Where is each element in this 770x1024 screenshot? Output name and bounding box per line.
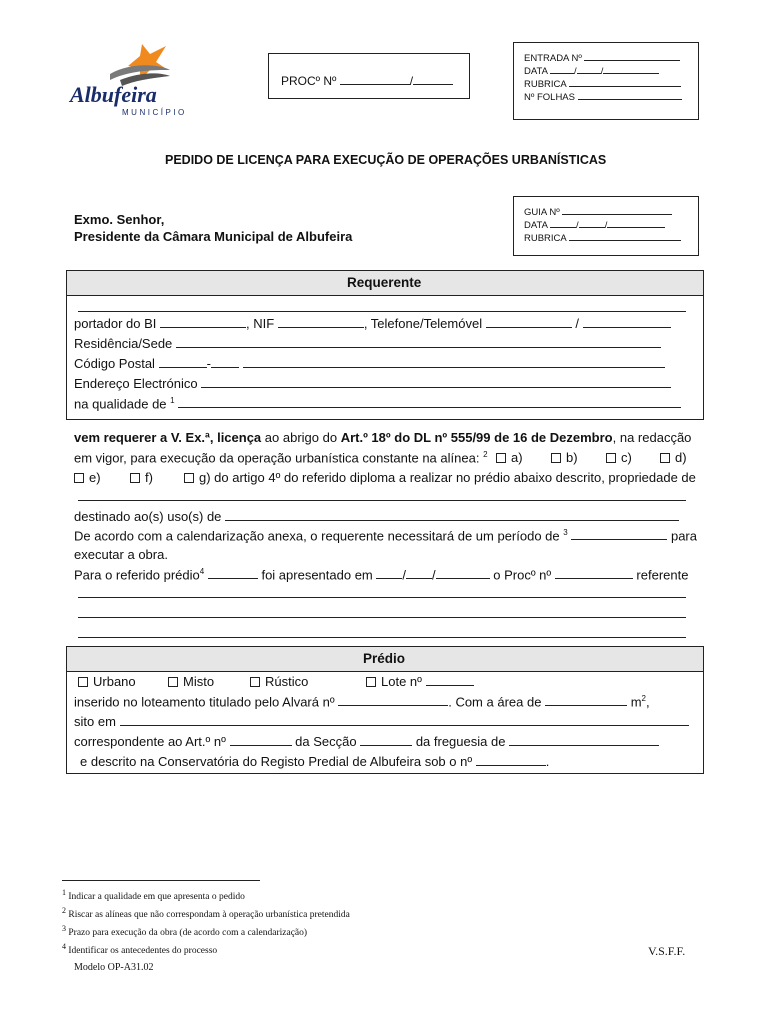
option-e-label: e) bbox=[89, 470, 101, 485]
entrada-rubrica-label: RUBRICA bbox=[524, 79, 567, 90]
freguesia-label: da freguesia de bbox=[415, 734, 506, 749]
lote-checkbox[interactable] bbox=[366, 677, 376, 687]
rustico-option[interactable] bbox=[250, 674, 308, 689]
entrada-rubrica-field[interactable] bbox=[569, 77, 681, 87]
footnote-ref-1: 1 bbox=[170, 396, 175, 405]
guia-box bbox=[513, 196, 699, 256]
para-text: para bbox=[670, 528, 697, 544]
mobile-field[interactable] bbox=[583, 326, 671, 328]
qualidade-field[interactable] bbox=[178, 406, 681, 408]
apresentado-year-field[interactable] bbox=[436, 577, 490, 579]
option-b-label: b) bbox=[566, 450, 578, 465]
tel-field[interactable] bbox=[486, 326, 572, 328]
guia-rubrica-field[interactable] bbox=[569, 231, 681, 241]
proc-text: o Procº nº bbox=[493, 567, 552, 583]
checkbox-a[interactable] bbox=[496, 453, 506, 463]
form-title: PEDIDO DE LICENÇA PARA EXECUÇÃO DE OPERAÇÕES URBANÍSTICAS bbox=[165, 153, 607, 167]
antecedentes-line-1[interactable] bbox=[78, 597, 686, 598]
option-d[interactable] bbox=[660, 450, 687, 465]
footnote-3 bbox=[62, 922, 350, 940]
seccao-field[interactable] bbox=[360, 744, 412, 746]
guia-data-label: DATA bbox=[524, 220, 548, 231]
misto-option[interactable] bbox=[168, 674, 214, 689]
footnote-text: Indicar a qualidade em que apresenta o pedido bbox=[68, 892, 245, 903]
footnote-ref-2: 2 bbox=[483, 450, 488, 459]
footnotes bbox=[62, 886, 350, 959]
area-field[interactable] bbox=[545, 704, 627, 706]
option-f[interactable] bbox=[130, 470, 153, 485]
checkbox-d[interactable] bbox=[660, 453, 670, 463]
option-e[interactable] bbox=[74, 470, 101, 485]
rustico-label: Rústico bbox=[265, 674, 309, 689]
nif-label: , NIF bbox=[246, 316, 275, 331]
footnote-number: 4 bbox=[62, 942, 66, 952]
footnote-text: Riscar as alíneas que não correspondam à operação urbanística pretendida bbox=[68, 910, 350, 921]
guia-month-field[interactable] bbox=[579, 218, 605, 228]
logo-name: Albufeira bbox=[70, 82, 157, 107]
entrada-data-label: DATA bbox=[524, 66, 548, 77]
antecedentes-line-3[interactable] bbox=[78, 637, 686, 638]
option-g[interactable] bbox=[184, 470, 696, 485]
sito-label: sito em bbox=[74, 714, 116, 729]
option-g-label: g) do artigo 4º do referido diploma a realizar no prédio abaixo descrito, propriedade de bbox=[199, 470, 696, 485]
misto-checkbox[interactable] bbox=[168, 677, 178, 687]
proc-year-field[interactable] bbox=[413, 83, 453, 85]
checkbox-f[interactable] bbox=[130, 473, 140, 483]
urbano-label: Urbano bbox=[93, 674, 136, 689]
email-label: Endereço Electrónico bbox=[74, 376, 198, 391]
guia-year-field[interactable] bbox=[607, 218, 665, 228]
bi-label: portador do BI bbox=[74, 316, 157, 331]
municipality-logo bbox=[70, 40, 200, 120]
ao-abrigo-text: ao abrigo do bbox=[261, 430, 341, 445]
artigo-label: correspondente ao Art.º nº bbox=[74, 734, 226, 749]
area-text: . Com a área de bbox=[448, 694, 542, 710]
destinado-label: destinado ao(s) uso(s) de bbox=[74, 509, 222, 524]
footnote-2 bbox=[62, 904, 350, 922]
apresentado-month-field[interactable] bbox=[406, 577, 432, 579]
guia-rubrica-label: RUBRICA bbox=[524, 233, 567, 244]
entrada-year-field[interactable] bbox=[603, 64, 659, 74]
option-f-label: f) bbox=[145, 470, 153, 485]
checkbox-e[interactable] bbox=[74, 473, 84, 483]
entrada-day-field[interactable] bbox=[550, 64, 574, 74]
codigo-postal-field[interactable] bbox=[159, 366, 207, 368]
antecedentes-line-2[interactable] bbox=[78, 617, 686, 618]
option-a-label: a) bbox=[511, 450, 523, 465]
entrada-month-field[interactable] bbox=[577, 64, 601, 74]
option-c[interactable] bbox=[606, 450, 632, 465]
lote-field[interactable] bbox=[426, 684, 474, 686]
footnote-text: Identificar os antecedentes do processo bbox=[68, 946, 218, 957]
option-a[interactable] bbox=[496, 450, 523, 465]
urbano-checkbox[interactable] bbox=[78, 677, 88, 687]
slash: / bbox=[576, 220, 579, 231]
vsff-text: V.S.F.F. bbox=[648, 944, 686, 958]
footnote-number: 3 bbox=[62, 924, 66, 934]
bi-field[interactable] bbox=[160, 326, 246, 328]
footnote-1 bbox=[62, 886, 350, 904]
proc-number-field[interactable] bbox=[340, 83, 410, 85]
conservatoria-field[interactable] bbox=[476, 764, 546, 766]
period: . bbox=[545, 754, 550, 769]
freguesia-field[interactable] bbox=[509, 744, 659, 746]
codigo-postal-suffix-field[interactable] bbox=[211, 366, 239, 368]
referente-text: referente bbox=[636, 567, 689, 583]
option-c-label: c) bbox=[621, 450, 632, 465]
localidade-field[interactable] bbox=[243, 366, 665, 368]
footnote-4 bbox=[62, 940, 350, 958]
footnote-ref-4: 4 bbox=[199, 567, 205, 576]
executar-text: executar a obra. bbox=[74, 547, 168, 562]
calendarizacao-text: De acordo com a calendarização anexa, o requerente necessitará de um período de bbox=[74, 528, 560, 544]
alvara-field[interactable] bbox=[338, 704, 448, 706]
artigo-field[interactable] bbox=[230, 744, 292, 746]
inserido-text: inserido no loteamento titulado pelo Alvará nº bbox=[74, 694, 335, 710]
nif-field[interactable] bbox=[278, 326, 364, 328]
email-field[interactable] bbox=[201, 386, 671, 388]
proc-slash: / bbox=[409, 74, 414, 88]
m2-unit: m bbox=[630, 694, 642, 710]
footnote-ref-3: 3 bbox=[563, 528, 568, 537]
qualidade-label: na qualidade de bbox=[74, 396, 167, 412]
checkbox-g[interactable] bbox=[184, 473, 194, 483]
slash: / bbox=[604, 220, 608, 231]
seccao-label: da Secção bbox=[295, 734, 357, 749]
referido-field[interactable] bbox=[208, 577, 258, 579]
rustico-checkbox[interactable] bbox=[250, 677, 260, 687]
proc-label: PROCº Nº bbox=[281, 74, 337, 88]
date-slash: / bbox=[432, 567, 436, 583]
entrada-box bbox=[513, 42, 699, 120]
tel-label: , Telefone/Telemóvel bbox=[363, 316, 483, 331]
entrada-field[interactable] bbox=[584, 51, 680, 61]
m2-sup: 2 bbox=[641, 694, 646, 703]
foi-apresentado-text: foi apresentado em bbox=[261, 567, 373, 583]
logo-subtitle: MUNICÍPIO bbox=[122, 108, 187, 117]
footnote-divider bbox=[62, 880, 260, 881]
requerente-header: Requerente bbox=[347, 275, 422, 290]
sito-field[interactable] bbox=[120, 724, 689, 726]
codigo-postal-dash: - bbox=[206, 356, 211, 371]
predio-header: Prédio bbox=[363, 651, 406, 666]
redaccao-text: , na redacção bbox=[612, 430, 692, 445]
entrada-folhas-label: Nº FOLHAS bbox=[524, 92, 575, 103]
slash: / bbox=[574, 66, 577, 77]
misto-label: Misto bbox=[183, 674, 215, 689]
entrada-label: ENTRADA Nº bbox=[524, 53, 582, 64]
proc-box bbox=[268, 53, 470, 99]
slash: / bbox=[600, 66, 604, 77]
apresentado-day-field[interactable] bbox=[376, 577, 402, 579]
codigo-postal-label: Código Postal bbox=[74, 356, 155, 371]
alinea-text: em vigor, para execução da operação urbanística constante na alínea: bbox=[74, 450, 480, 466]
destinado-field[interactable] bbox=[225, 519, 679, 521]
guia-field[interactable] bbox=[562, 205, 672, 215]
modelo-text: Modelo OP-A31.02 bbox=[74, 962, 154, 973]
date-slash: / bbox=[402, 567, 406, 583]
option-b[interactable] bbox=[551, 450, 578, 465]
proprietario-field[interactable] bbox=[78, 500, 686, 501]
entrada-folhas-field[interactable] bbox=[578, 90, 682, 100]
requerente-name-field[interactable] bbox=[78, 311, 686, 312]
guia-label: GUIA Nº bbox=[524, 207, 560, 218]
guia-day-field[interactable] bbox=[550, 218, 576, 228]
address-line1: Exmo. Senhor, bbox=[74, 212, 165, 227]
checkbox-c[interactable] bbox=[606, 453, 616, 463]
proc-antecedente-field[interactable] bbox=[555, 577, 633, 579]
vem-requerer-text: vem requerer a V. Ex.ª, licença bbox=[74, 430, 262, 445]
legal-article-text: Art.º 18º do DL nº 555/99 de 16 de Dezembro bbox=[340, 430, 613, 445]
comma: , bbox=[645, 694, 650, 710]
periodo-field[interactable] bbox=[571, 538, 667, 540]
address-line2: Presidente da Câmara Municipal de Albufeira bbox=[74, 229, 353, 244]
checkbox-b[interactable] bbox=[551, 453, 561, 463]
option-d-label: d) bbox=[675, 450, 687, 465]
lote-label: Lote nº bbox=[381, 674, 422, 689]
footnote-number: 2 bbox=[62, 906, 66, 916]
referido-predio-text: Para o referido prédio bbox=[74, 567, 200, 583]
footnote-text: Prazo para execução da obra (de acordo com a calendarização) bbox=[68, 928, 308, 939]
residencia-label: Residência/Sede bbox=[74, 336, 173, 351]
conservatoria-text: e descrito na Conservatória do Registo Predial de Albufeira sob o nº bbox=[80, 754, 473, 769]
request-line bbox=[74, 430, 691, 445]
residencia-field[interactable] bbox=[176, 346, 661, 348]
lote-option[interactable] bbox=[366, 674, 474, 689]
footnote-number: 1 bbox=[62, 888, 66, 897]
urbano-option[interactable] bbox=[78, 674, 136, 689]
tel-slash: / bbox=[575, 316, 579, 331]
